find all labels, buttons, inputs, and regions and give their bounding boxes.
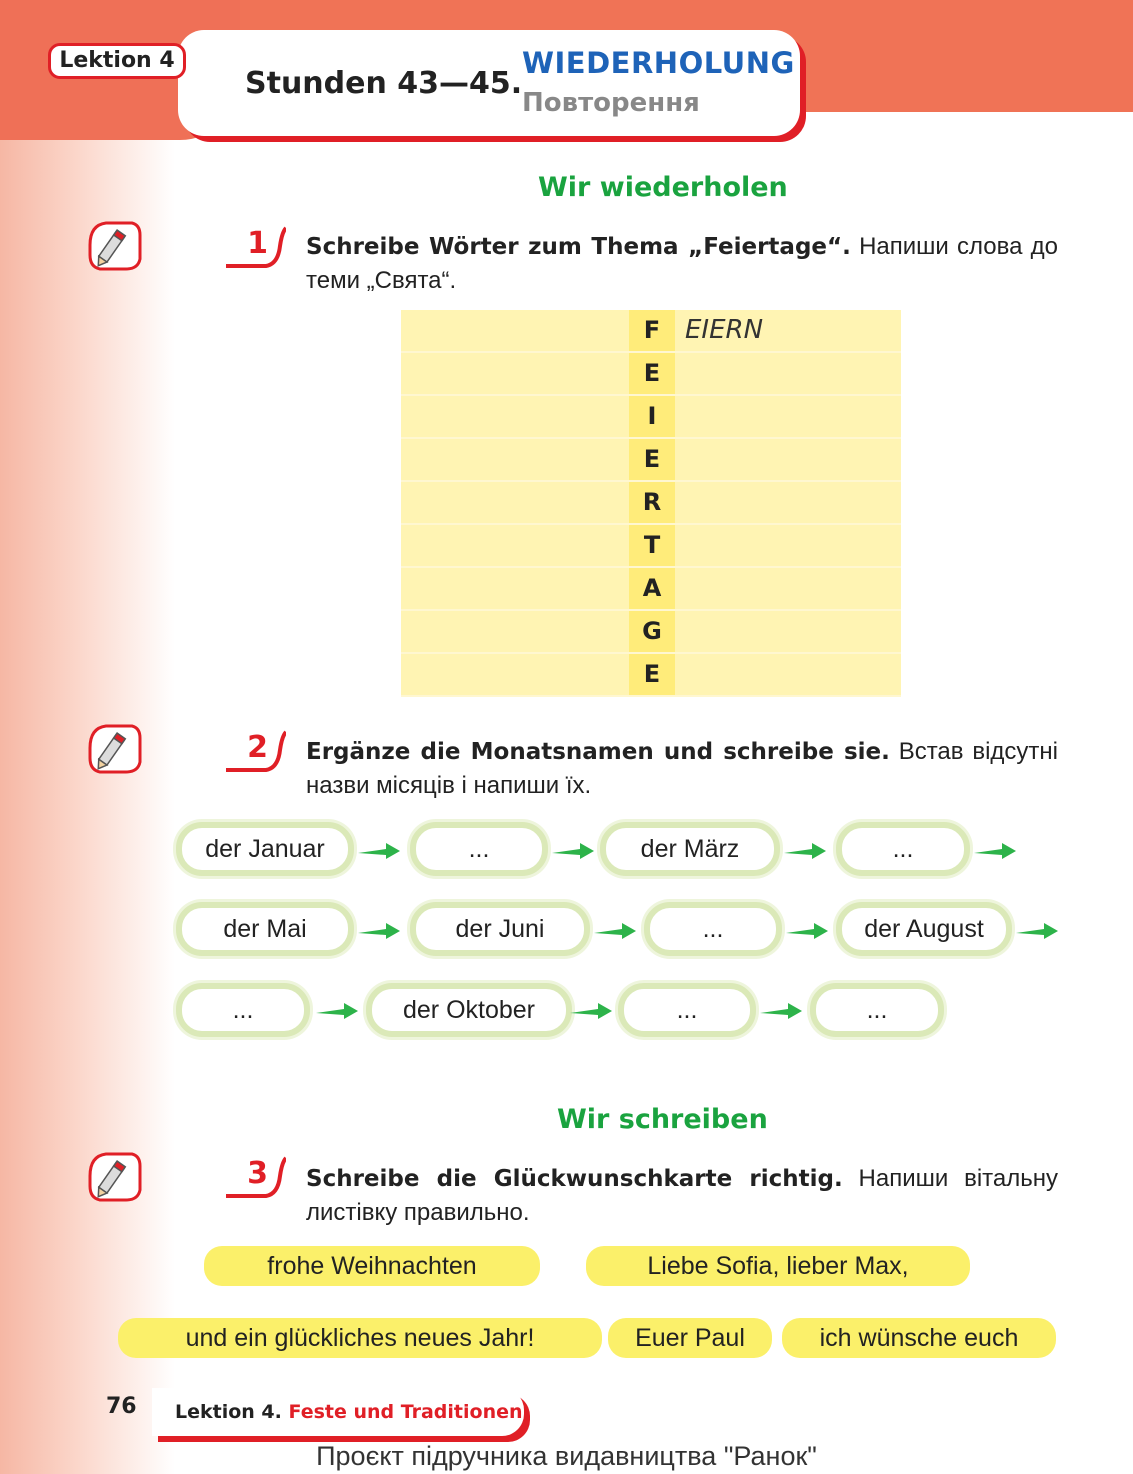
arrow-right-icon (1014, 921, 1060, 941)
exercise-2-instruction-de: Ergänze die Monatsnamen und schreibe sie. (306, 739, 890, 765)
section-title-wiederholen: Wir wiederholen (538, 172, 788, 203)
footer-topic: Feste und Traditionen (288, 1401, 523, 1423)
feiertage-left-cell[interactable] (401, 568, 629, 609)
feiertage-left-cell[interactable] (401, 310, 629, 351)
feiertage-row (401, 353, 901, 396)
arrow-right-icon (550, 841, 596, 861)
page-title-uk: Повторення (522, 88, 700, 118)
exercise-2-instruction (306, 735, 1058, 803)
pencil-icon (86, 718, 142, 774)
feiertage-table (401, 310, 901, 697)
feiertage-left-cell[interactable] (401, 396, 629, 437)
feiertage-answer-cell[interactable] (675, 439, 901, 480)
feiertage-answer-cell[interactable] (675, 525, 901, 566)
exercise-2-instruction-uk: Встав відсутні назви місяців і напиши їх. (306, 738, 1058, 799)
exercise-number-2 (226, 730, 286, 774)
feiertage-left-cell[interactable] (401, 482, 629, 523)
feiertage-letter: R (629, 482, 675, 523)
feiertage-left-cell[interactable] (401, 654, 629, 695)
feiertage-letter: T (629, 525, 675, 566)
arrow-right-icon (972, 841, 1018, 861)
feiertage-row (401, 654, 901, 697)
arrow-right-icon (314, 1001, 360, 1021)
feiertage-letter: E (629, 353, 675, 394)
feiertage-answer-cell[interactable] (675, 482, 901, 523)
feiertage-letter: E (629, 654, 675, 695)
footer-lesson-title (175, 1401, 523, 1423)
exercise-1-instruction (306, 230, 1058, 298)
feiertage-letter: I (629, 396, 675, 437)
pencil-icon (86, 1146, 142, 1202)
arrow-right-icon (784, 921, 830, 941)
footer-lektion: Lektion 4. (175, 1401, 282, 1423)
feiertage-letter: A (629, 568, 675, 609)
feiertage-row (401, 611, 901, 654)
exercise-2-number-label: 2 (247, 730, 268, 765)
feiertage-left-cell[interactable] (401, 353, 629, 394)
page-number: 76 (106, 1394, 137, 1419)
feiertage-letter: G (629, 611, 675, 652)
exercise-1-number-label: 1 (247, 226, 268, 261)
month-box: der Januar (176, 822, 354, 876)
exercise-number-1 (226, 226, 286, 270)
month-box-blank[interactable]: ... (410, 822, 548, 876)
feiertage-row (401, 310, 901, 353)
exercise-3-instruction-de: Schreibe die Glückwunschkarte richtig. (306, 1166, 843, 1192)
month-box-blank[interactable]: ... (644, 902, 782, 956)
arrow-right-icon (568, 1001, 614, 1021)
publisher-note: Проєкт підручника видавництва "Ранок" (316, 1441, 817, 1471)
feiertage-left-cell[interactable] (401, 611, 629, 652)
month-box-blank[interactable]: ... (176, 983, 310, 1037)
feiertage-letter: E (629, 439, 675, 480)
card-phrase[interactable]: Liebe Sofia, lieber Max, (586, 1246, 970, 1286)
month-box-blank[interactable]: ... (836, 822, 970, 876)
feiertage-row (401, 525, 901, 568)
card-phrase[interactable]: ich wünsche euch (782, 1318, 1056, 1358)
feiertage-row (401, 396, 901, 439)
card-phrase[interactable]: und ein glückliches neues Jahr! (118, 1318, 602, 1358)
feiertage-answer-cell[interactable] (675, 611, 901, 652)
exercise-1-instruction-uk: Напиши слова до теми „Свята“. (306, 233, 1058, 294)
exercise-3-instruction (306, 1162, 1058, 1230)
pencil-icon (86, 215, 142, 271)
feiertage-answer-cell[interactable] (675, 353, 901, 394)
month-box: der Juni (410, 902, 590, 956)
exercise-number-3 (226, 1156, 286, 1200)
month-box-blank[interactable]: ... (810, 983, 944, 1037)
lektion-badge: Lektion 4 (48, 43, 186, 79)
card-phrase[interactable]: Euer Paul (608, 1318, 772, 1358)
arrow-right-icon (356, 841, 402, 861)
feiertage-row (401, 439, 901, 482)
section-title-schreiben: Wir schreiben (557, 1104, 768, 1135)
arrow-right-icon (758, 1001, 804, 1021)
exercise-1-instruction-de: Schreibe Wörter zum Thema „Feiertage“. (306, 234, 851, 260)
feiertage-answer-cell[interactable]: EIERN (675, 310, 901, 351)
feiertage-letter: F (629, 310, 675, 351)
exercise-3-number-label: 3 (247, 1156, 268, 1191)
lesson-hours: Stunden 43—45. (245, 66, 523, 101)
card-phrase[interactable]: frohe Weihnachten (204, 1246, 540, 1286)
month-box: der Mai (176, 902, 354, 956)
month-box: der August (836, 902, 1012, 956)
arrow-right-icon (356, 921, 402, 941)
feiertage-left-cell[interactable] (401, 525, 629, 566)
month-box: der Oktober (366, 983, 572, 1037)
feiertage-row (401, 482, 901, 525)
page-title-de: WIEDERHOLUNG (522, 46, 795, 80)
feiertage-row (401, 568, 901, 611)
arrow-right-icon (592, 921, 638, 941)
feiertage-answer-cell[interactable] (675, 568, 901, 609)
exercise-3-instruction-uk: Напиши вітальну листівку правильно. (306, 1165, 1059, 1226)
feiertage-answer-cell[interactable] (675, 396, 901, 437)
month-box: der März (600, 822, 780, 876)
arrow-right-icon (782, 841, 828, 861)
month-box-blank[interactable]: ... (618, 983, 756, 1037)
feiertage-answer-cell[interactable] (675, 654, 901, 695)
feiertage-left-cell[interactable] (401, 439, 629, 480)
